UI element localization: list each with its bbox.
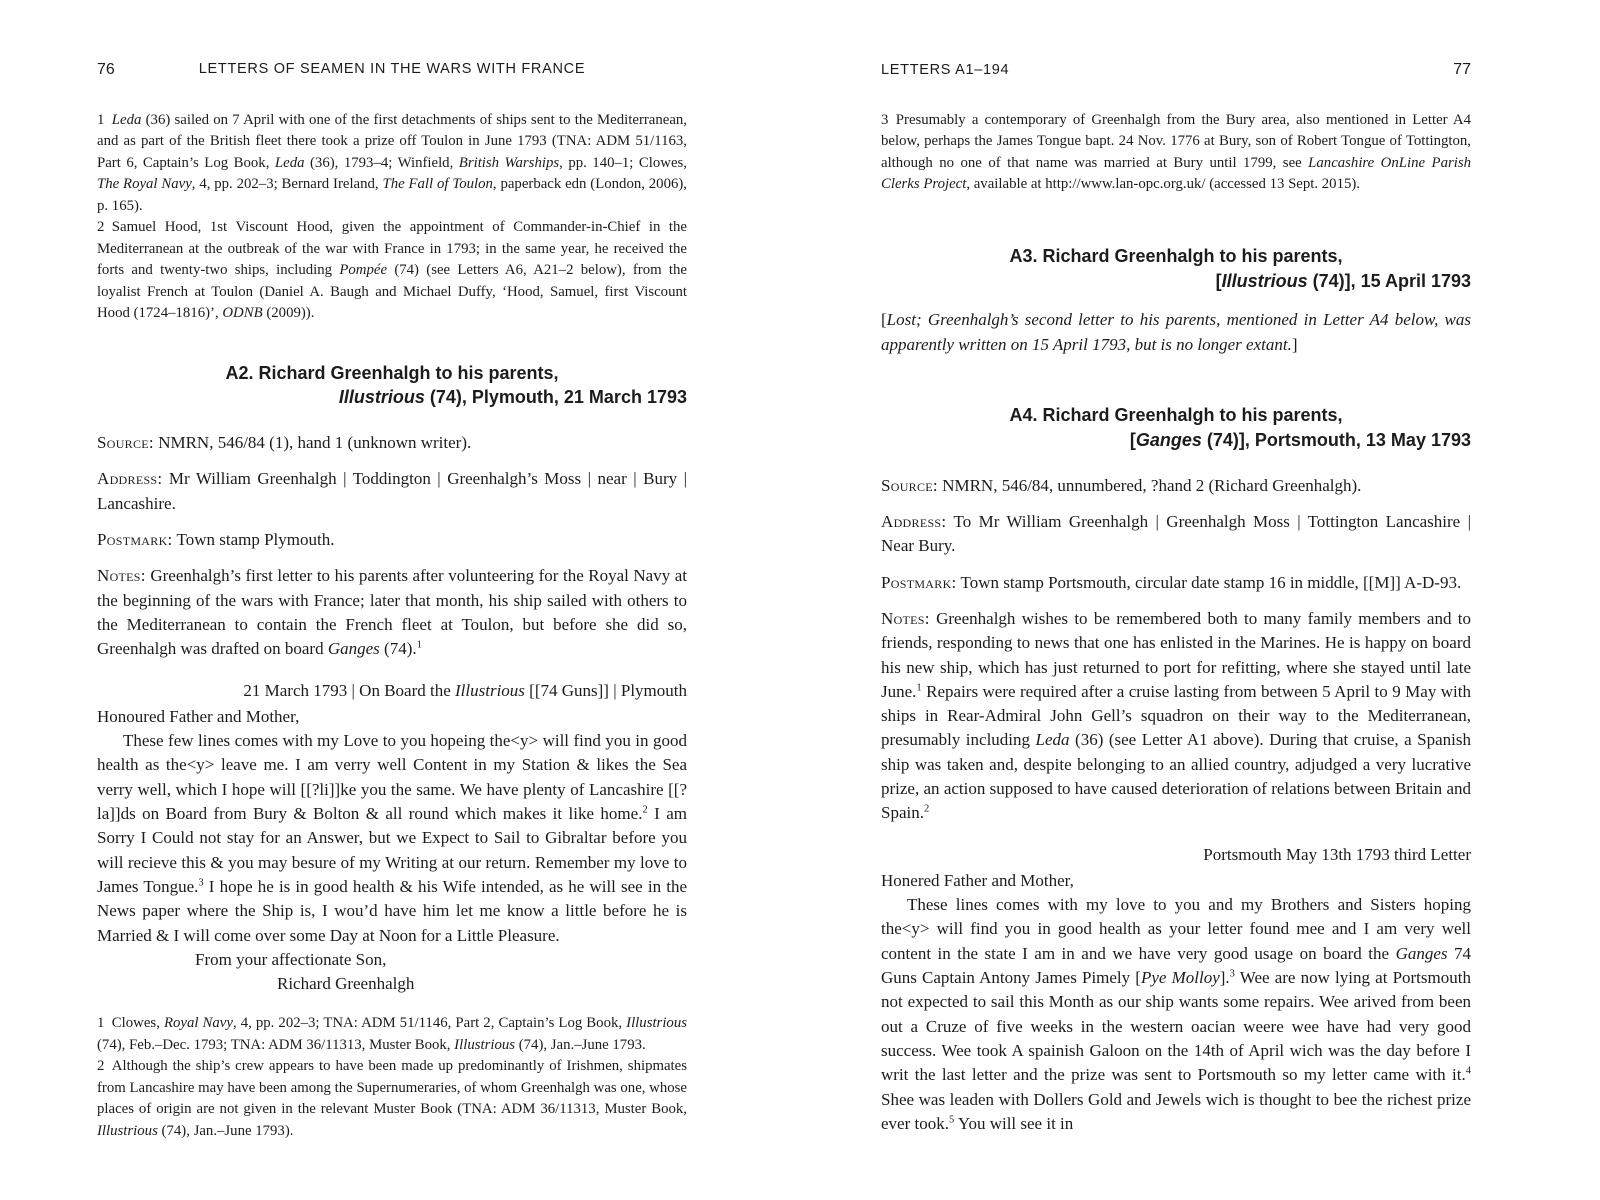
footnote: 3 Presumably a contemporary of Greenhalgh from the Bury area, also mentioned in Letter A4 below, perhaps the James Tongue bapt. 24 Nov. 1776 at Bury, son of Robert Tongue of Tottington, although no one of that name was married at Bury until 1799, see Lancashire OnLine Parish Clerks Project, available at http://www.lan-opc.org.uk/ (accessed 13 Sept. 2015).: [881, 112, 1471, 193]
bottom-footnotes: [97, 1013, 687, 1142]
letter-body: These lines comes with my love to you and my Brothers and Sisters hoping the<y> will find you in good health as your letter found mee and I am very well content in the state I am in and we have very good usage on board the Ganges 74 Guns Captain Antony James Pimely [Pye Molloy].$^3$ Wee are now lying at Portsmouth not expected to sail this Month as our ship wants some repairs. Wee arived from been out a Cruze of five weeks in the western oacian weere wee have had very good success. Wee took A spainish Galoon on the 14th of April wich was the day before I writ the last letter and the prize was sent to Portsmouth so my letter came with it.$^4$ Shee was leaden with Dollers Gold and Jewels wich is thought to bee the richest prize ever took.$^5$ You will see it in: [881, 895, 1472, 1133]
top-footnotes: [881, 110, 1471, 196]
source-line: Source: NMRN, 546/84 (1), hand 1 (unknown writer).: [97, 433, 472, 453]
signoff-line: From your affectionate Son,: [195, 949, 387, 969]
letter-a3-heading: [881, 244, 1471, 294]
running-head-right: [881, 61, 1471, 81]
letter-dateline: Portsmouth May 13th 1793 third Letter: [1203, 844, 1471, 864]
letter-a4-heading: [881, 403, 1471, 453]
notes-paragraph: Notes: Greenhalgh wishes to be remembered both to many family members and to friends, responding to news that one has enlisted in the Marines. He is happy on board his new ship, which has just returned to port for refitting, where she stayed until late June.$^1$ Repairs were required after a cruise lasting from between 5 April to 9 May with ships in Rear-Admiral John Gell’s squadron on their way to the Mediterranean, presumably including Leda (36) (see Letter A1 above). During that cruise, a Spanish ship was taken and, despite belonging to an allied country, adjudged a very lucrative prize, an action supposed to have caused deterioration of relations between Britain and Spain.$^2$: [881, 608, 1471, 823]
letter-dateline: 21 March 1793 | On Board the Illustrious [[74 Guns]] | Plymouth: [243, 680, 687, 700]
postmark-line: Postmark: Town stamp Portsmouth, circular date stamp 16 in middle, [[M]] A-D-93.: [881, 572, 1462, 592]
address-line: Address: Mr William Greenhalgh | Toddington | Greenhalgh’s Moss | near | Bury | Lancashire.: [97, 469, 687, 513]
signoff-name: Richard Greenhalgh: [277, 974, 415, 994]
letter-salutation: Honered Father and Mother,: [881, 870, 1074, 890]
footnote: 2 Although the ship’s crew appears to have been made up predominantly of Irishmen, shipmates from Lancashire may have been among the Supernumeraries, of whom Greenhalgh was one, whose places of origin are not given in the relevant Muster Book (TNA: ADM 36/11313, Muster Book, Illustrious (74), Jan.–June 1793).: [97, 1058, 687, 1139]
letter-heading-line1: A2. Richard Greenhalgh to his parents,: [225, 362, 559, 383]
lost-letter-note: [Lost; Greenhalgh’s second letter to his parents, mentioned in Letter A4 below, was apparently written on 15 April 1793, but is no longer extant.]: [881, 310, 1471, 354]
letter-a2-heading: [97, 361, 687, 411]
page-left: [97, 55, 687, 1142]
top-footnotes: [97, 110, 687, 325]
running-head-title: LETTERS A1–194: [881, 62, 1010, 78]
letter-body: These few lines comes with my Love to you hopeing the<y> will find you in good health as the<y> leave me. I am verry well Content in my Station & likes the Sea verry well, which I hope will [[?li]]ke you the same. We have plenty of Lancashire [[?la]]ds on Board from Bury & Bolton & all round which makes it like home.$^2$ I am Sorry I Could not stay for an Answer, but we Expect to Sail to Gibraltar before you will recieve this & you may besure of my Writing at our return. Remember my love to James Tongue.$^3$ I hope he is in good health & his Wife intended, as he will see in the News paper where the Ship is, I wou’d have him let me know a little before he is Married & I will come over some Day at Noon for a Little Pleasure.: [97, 731, 687, 945]
letter-heading-line2: Illustrious (74), Plymouth, 21 March 1793: [338, 387, 687, 408]
page-number: 77: [1453, 61, 1471, 78]
source-line: Source: NMRN, 546/84, unnumbered, ?hand 2 (Richard Greenhalgh).: [881, 475, 1362, 495]
letter-salutation: Honoured Father and Mother,: [97, 706, 300, 726]
postmark-line: Postmark: Town stamp Plymouth.: [97, 530, 335, 550]
letter-heading-line2: [Illustrious (74)], 15 April 1793: [1215, 270, 1471, 291]
footnote: 1 Leda (36) sailed on 7 April with one of the first detachments of ships sent to the Mediterranean, and as part of the British fleet there took a prize off Toulon in June 1793 (TNA: ADM 51/1163, Part 6, Captain’s Log Book, Leda (36), 1793–4; Winfield, British Warships, pp. 140–1; Clowes, The Royal Navy, 4, pp. 202–3; Bernard Ireland, The Fall of Toulon, paperback edn (London, 2006), p. 165).: [97, 112, 687, 214]
address-line: Address: To Mr William Greenhalgh | Greenhalgh Moss | Tottington Lancashire | Near Bury.: [881, 512, 1471, 556]
footnote: 1 Clowes, Royal Navy, 4, pp. 202–3; TNA: ADM 51/1146, Part 2, Captain’s Log Book, Illustrious (74), Feb.–Dec. 1793; TNA: ADM 36/11313, Muster Book, Illustrious (74), Jan.–June 1793.: [97, 1015, 687, 1053]
letter-heading-line2: [Ganges (74)], Portsmouth, 13 May 1793: [1129, 429, 1471, 450]
page-number: 76: [97, 61, 115, 78]
letter-heading-line1: A4. Richard Greenhalgh to his parents,: [1009, 405, 1343, 426]
letter-heading-line1: A3. Richard Greenhalgh to his parents,: [1009, 245, 1343, 266]
running-head-left: [97, 61, 687, 81]
running-head-title: LETTERS OF SEAMEN IN THE WARS WITH FRANCE: [198, 61, 586, 77]
notes-paragraph: Notes: Greenhalgh’s first letter to his parents after volunteering for the Royal Navy at the beginning of the wars with France; later that month, his ship sailed with others to the Mediterranean to contain the French fleet at Toulon, but before she did so, Greenhalgh was drafted on board Ganges (74).$^1$: [97, 566, 687, 659]
page-right: [881, 55, 1471, 1136]
footnote: 2 Samuel Hood, 1st Viscount Hood, given the appointment of Commander-in-Chief in the Mediterranean at the outbreak of the war with France in 1793; in the same year, he received the forts and twenty-two ships, including Pompée (74) (see Letters A6, A21–2 below), from the loyalist French at Toulon (Daniel A. Baugh and Michael Duffy, ‘Hood, Samuel, first Viscount Hood (1724–1816)’, ODNB (2009)).: [97, 219, 687, 322]
